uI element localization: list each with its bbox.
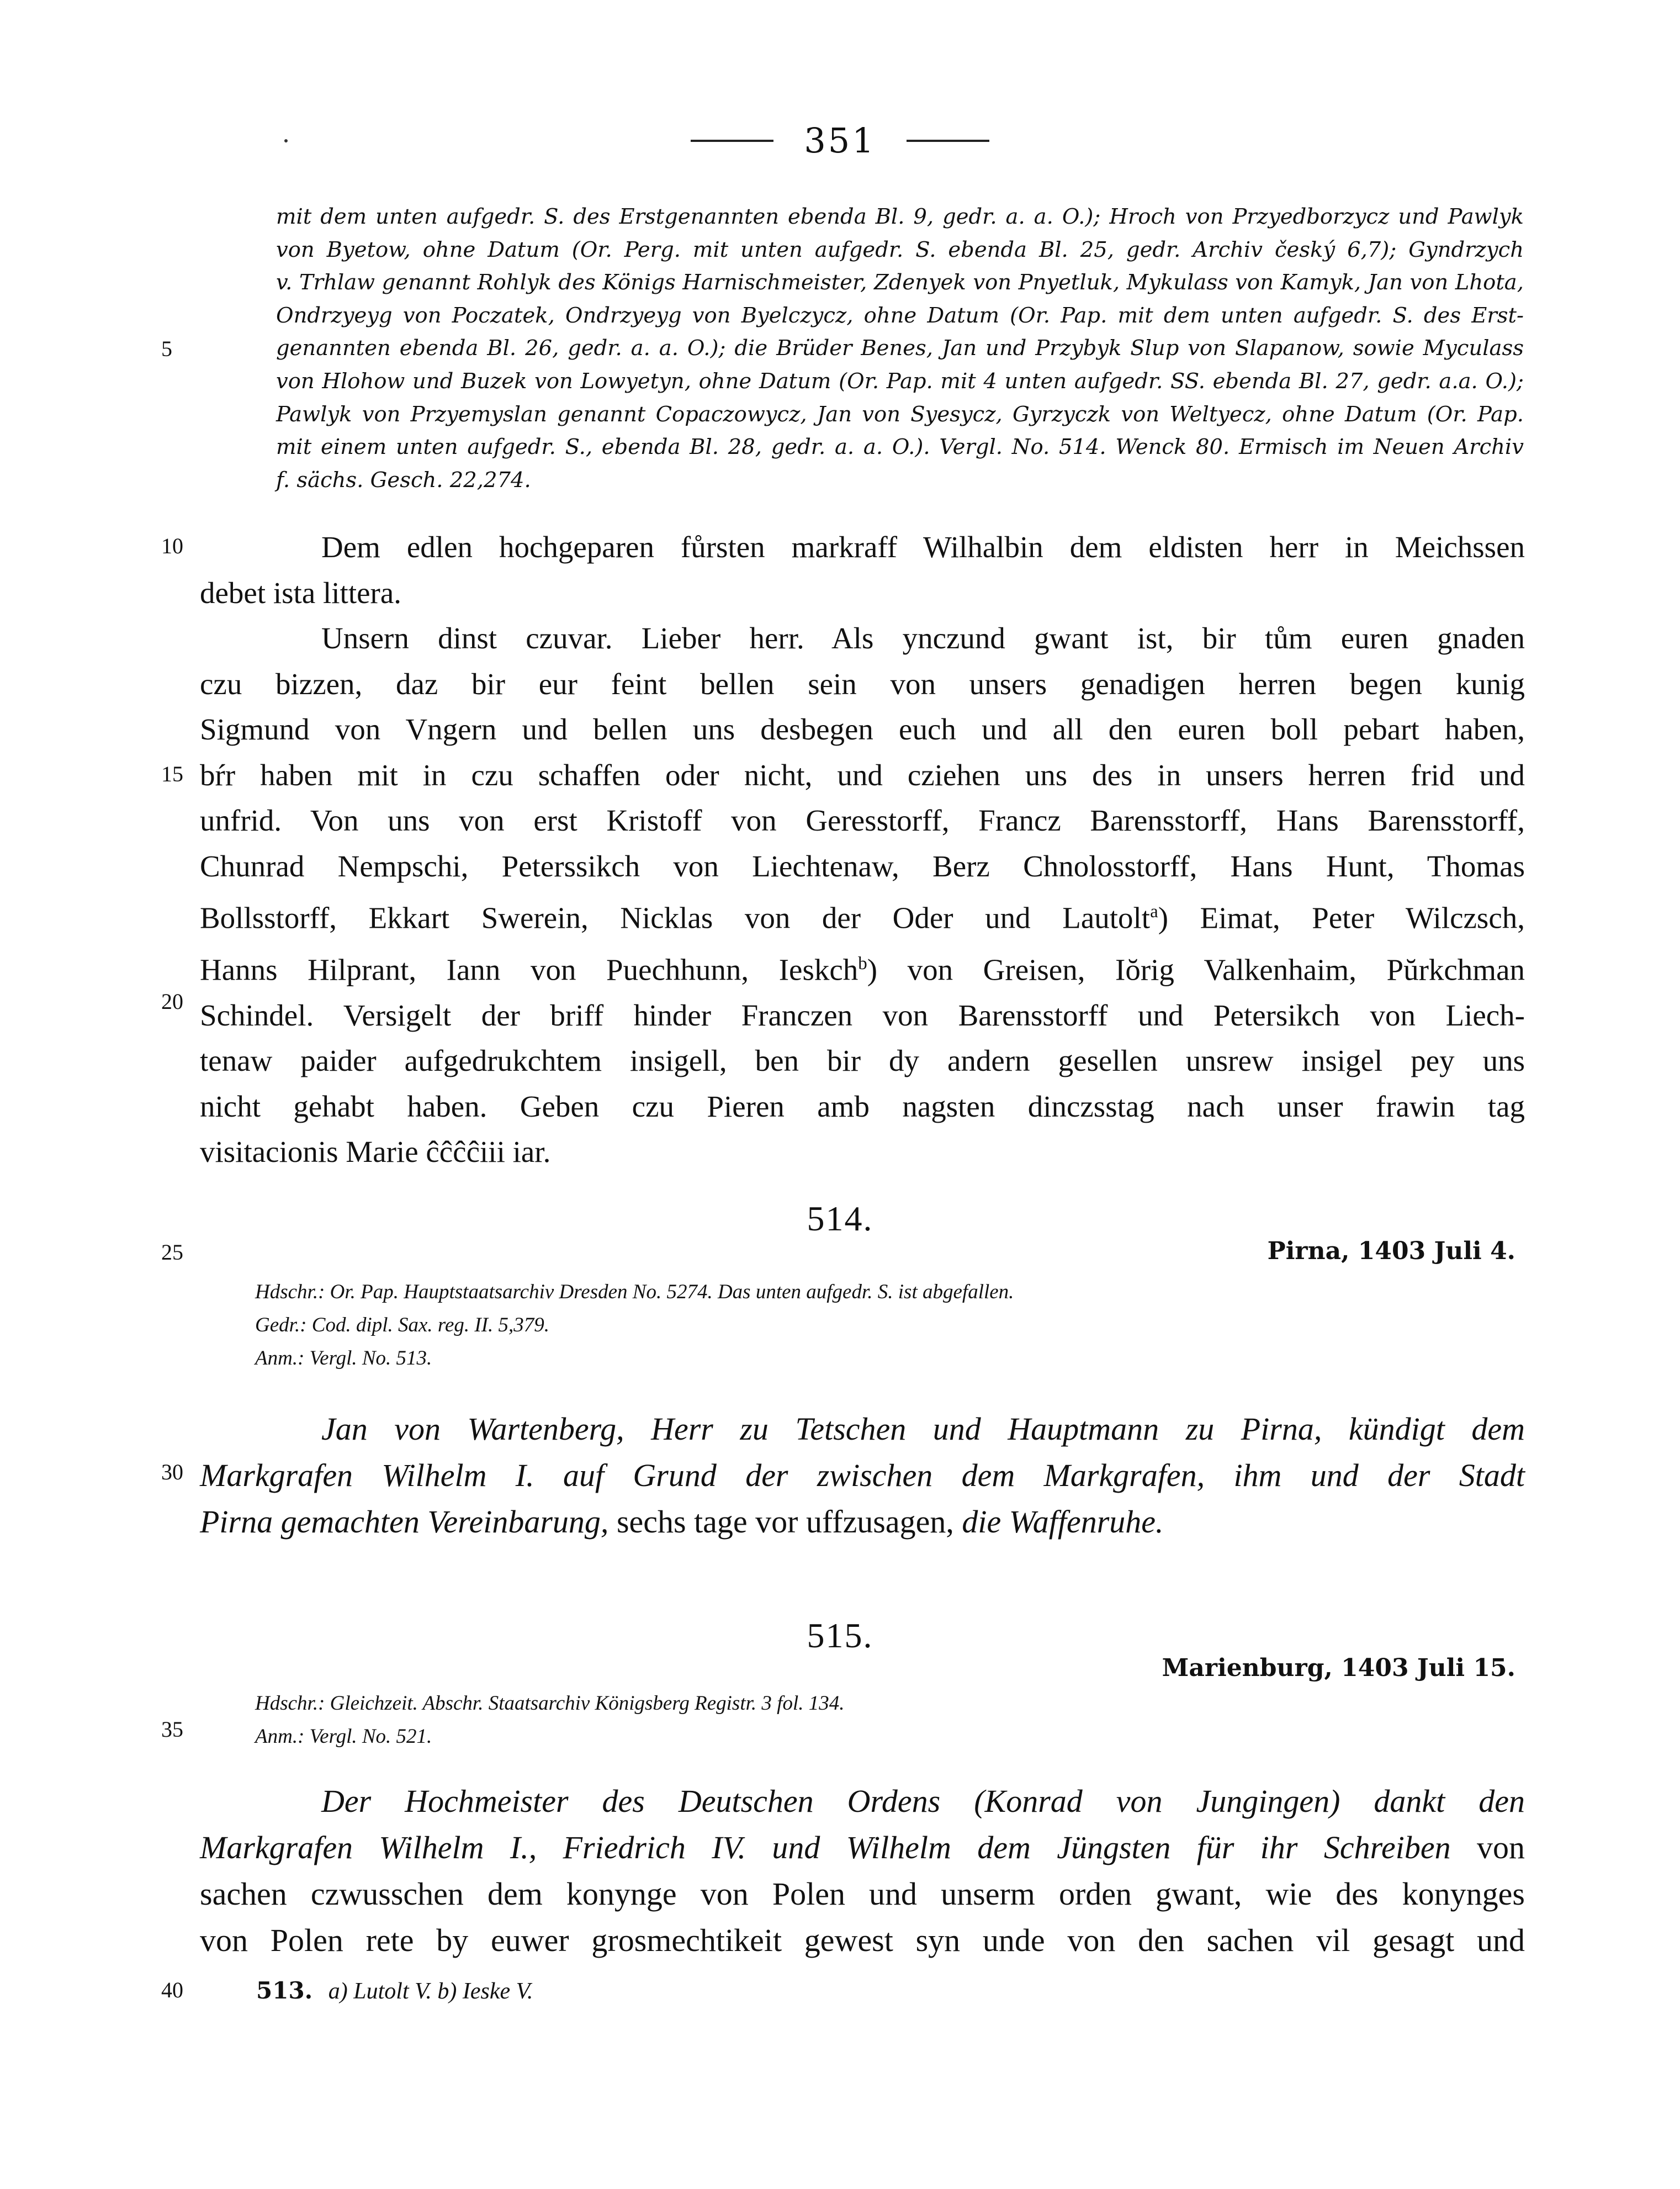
footnotes (256, 1977, 533, 2005)
regest-514 (200, 1406, 1525, 1545)
note-line: mit dem unten aufgedr. S. des Erstgenannten ebenda Bl. 9, gedr. a. a. O.); Hroch von Przyedborzycz und Pawlyk (276, 204, 1524, 229)
footnote-marker-b: b (858, 953, 867, 974)
letter-513-text (200, 525, 1525, 1175)
footnote-marker-a: a (1150, 902, 1158, 922)
regest-515 (200, 1778, 1525, 1964)
address-line: debet ista littera. (200, 575, 401, 610)
top-apparatus-note (276, 200, 1524, 496)
source-line: Hdschr.: Or. Pap. Hauptstaatsarchiv Dresden No. 5274. Das unten aufgedr. S. ist abgefallen. (255, 1281, 1014, 1303)
letter-line: Sigmund von Vngern und bellen uns desbegen euch und all den euren boll pebart haben, (200, 712, 1525, 746)
footnote-ref: 513. (256, 1977, 313, 2004)
source-line: Anm.: Vergl. No. 521. (255, 1725, 432, 1748)
dateline-515: Marienburg, 1403 Juli 15. (1162, 1654, 1515, 1682)
note-line: f. sächs. Gesch. 22,274. (276, 467, 531, 493)
regest-line (200, 1825, 1525, 1871)
source-line: Anm.: Vergl. No. 513. (255, 1347, 432, 1370)
note-line: v. Trhlaw genannt Rohlyk des Königs Harnischmeister, Zdenyek von Pnyetluk, Mykulass von Kamyk, Jan von Lhota, (276, 270, 1524, 295)
regest-line: von Polen rete by euwer grosmechtikeit gewest syn unde von den sachen vil gesagt und (200, 1922, 1525, 1958)
source-line: Gedr.: Cod. dipl. Sax. reg. II. 5,379. (255, 1314, 550, 1336)
line-number: 15 (161, 762, 183, 786)
address-line: Dem edlen hochgeparen fůrsten markraff Wilhalbin dem eldisten herr in Meichssen (321, 530, 1525, 564)
letter-line: visitacionis Marie ĉĉĉĉiii iar. (200, 1135, 551, 1169)
letter-line: czu bizzen, daz bir eur feint bellen sein von unsers genadigen herren begen kunig (200, 667, 1525, 701)
source-apparatus-515 (255, 1687, 844, 1753)
header-rule-left (691, 140, 773, 142)
regest-text: sechs tage vor uffzusagen, (608, 1504, 962, 1540)
line-number: 5 (161, 336, 172, 361)
document-number-514: 514. (807, 1199, 873, 1238)
note-line: von Byetow, ohne Datum (Or. Perg. mit unten aufgedr. S. ebenda Bl. 25, gedr. Archiv český 6,7); Gyndrzych (276, 237, 1524, 262)
line-number: 35 (161, 1717, 183, 1742)
footnote-text: a) Lutolt V. b) Ieske V. (328, 1979, 533, 2004)
note-line: mit einem unten aufgedr. S., ebenda Bl. 28, gedr. a. a. O.). Vergl. No. 514. Wenck 80. Ermisch im Neuen Archiv (276, 435, 1524, 460)
page-number: 351 (804, 120, 876, 161)
letter-line: Schindel. Versigelt der briff hinder Franczen von Barensstorff und Petersikch von Liech- (200, 998, 1525, 1032)
document-number-515: 515. (807, 1616, 873, 1655)
letter-line: tenaw paider aufgedrukchtem insigell, ben bir dy andern gesellen unsrew insigel pey uns (200, 1044, 1525, 1078)
note-line: von Hlohow und Buzek von Lowyetyn, ohne Datum (Or. Pap. mit 4 unten aufgedr. SS. ebenda Bl. 27, gedr. a.a. O.); (276, 368, 1524, 394)
source-apparatus-514 (255, 1276, 1014, 1375)
letter-text: Hanns Hilprant, Iann von Puechhunn, Ieskch (200, 953, 858, 987)
regest-line: Jan von Wartenberg, Herr zu Tetschen und Hauptmann zu Pirna, kündigt dem (321, 1411, 1525, 1447)
line-number: 20 (161, 989, 183, 1014)
line-number: 25 (161, 1240, 183, 1265)
source-line: Hdschr.: Gleichzeit. Abschr. Staatsarchiv Königsberg Registr. 3 fol. 134. (255, 1692, 845, 1715)
letter-line (200, 889, 1525, 941)
letter-line: unfrid. Von uns von erst Kristoff von Geresstorff, Francz Barensstorff, Hans Barensstorff, (200, 803, 1525, 837)
regest-line: sachen czwusschen dem konynge von Polen und unserm orden gwant, wie des konynges (200, 1876, 1525, 1912)
note-line: Pawlyk von Przyemyslan genannt Copaczowycz, Jan von Syesycz, Gyrzyczk von Weltyecz, ohne Datum (Or. Pap. (276, 401, 1524, 427)
line-number: 10 (161, 533, 183, 558)
dateline-514: Pirna, 1403 Juli 4. (1267, 1237, 1515, 1265)
regest-line: Der Hochmeister des Deutschen Ordens (Konrad von Jungingen) dankt den (321, 1783, 1525, 1819)
regest-line (200, 1499, 1525, 1545)
letter-line: Chunrad Nempschi, Peterssikch von Liechtenaw, Berz Chnolosstorff, Hans Hunt, Thomas (200, 849, 1525, 883)
regest-line: Markgrafen Wilhelm I. auf Grund der zwischen dem Markgrafen, ihm und der Stadt (200, 1457, 1525, 1493)
letter-text: ) Eimat, Peter Wilczsch, (1158, 901, 1525, 935)
page-header (0, 120, 1680, 161)
regest-text: Markgrafen Wilhelm I., Friedrich IV. und Wilhelm dem Jüngsten für ihr Schreiben (200, 1830, 1451, 1865)
note-line: genannten ebenda Bl. 26, gedr. a. a. O.); die Brüder Benes, Jan und Przybyk Slup von Slapanow, sowie Myculass (276, 336, 1524, 361)
line-number: 30 (161, 1460, 183, 1484)
regest-text: die Waffenruhe. (962, 1504, 1164, 1540)
letter-line: bŕr haben mit in czu schaffen oder nicht, und cziehen uns des in unsers herren frid und (200, 758, 1525, 792)
note-line: Ondrzyeyg von Poczatek, Ondrzyeyg von Byelczycz, ohne Datum (Or. Pap. mit dem unten aufgedr. S. des Erst- (276, 303, 1524, 328)
line-number: 40 (161, 1977, 183, 2002)
regest-text: Pirna gemachten Vereinbarung, (200, 1504, 609, 1540)
letter-line: nicht gehabt haben. Geben czu Pieren amb nagsten dinczsstag nach unser frawin tag (200, 1089, 1525, 1123)
header-rule-right (907, 140, 989, 142)
regest-text: von (1450, 1830, 1525, 1865)
letter-line (200, 941, 1525, 993)
letter-text: ) von Greisen, Iŏrig Valkenhaim, Pŭrkchman (867, 953, 1525, 987)
letter-text: Bollsstorff, Ekkart Swerein, Nicklas von der Oder und Lautolt (200, 901, 1151, 935)
letter-line: Unsern dinst czuvar. Lieber herr. Als ynczund gwant ist, bir tům euren gnaden (321, 621, 1525, 655)
